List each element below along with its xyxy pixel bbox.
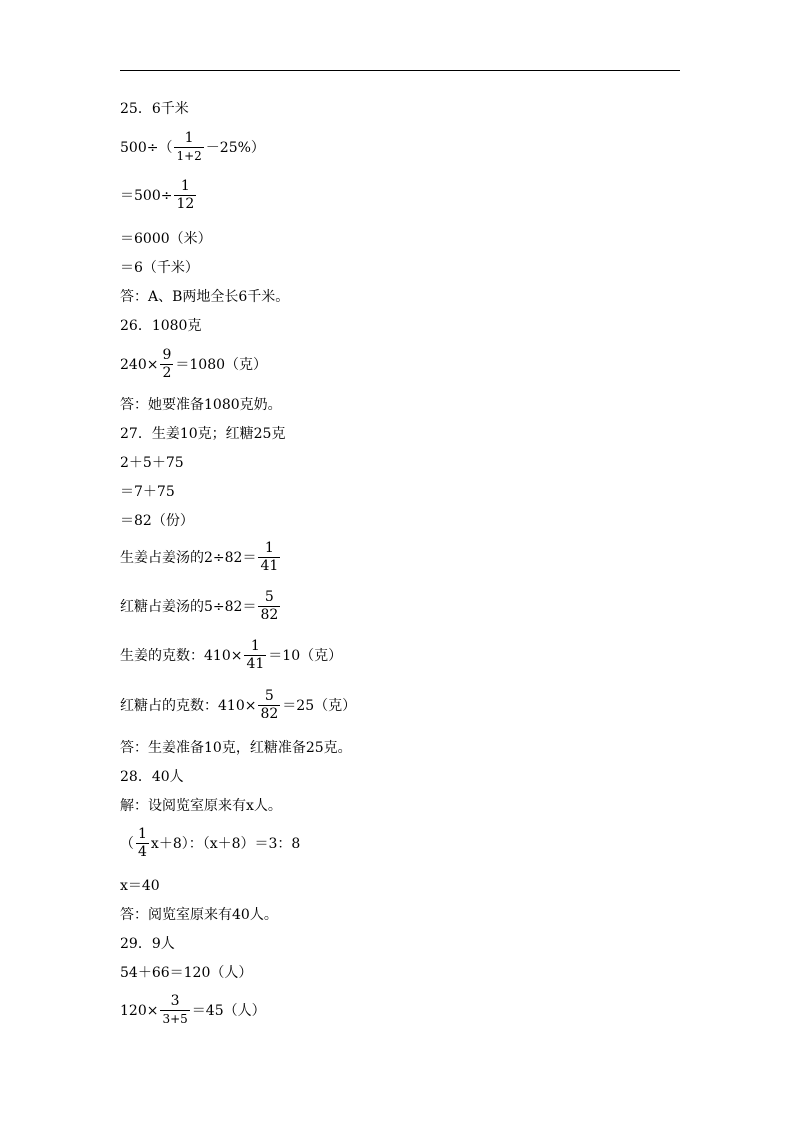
q26-heading: 26．1080克 — [120, 318, 202, 334]
q29-equation-2: 120× $\frac{3}{3+5}$ ＝45（人） — [120, 993, 266, 1026]
q25-answer: 答：A、B两地全长6千米。 — [120, 289, 290, 305]
q29-heading: 29．9人 — [120, 936, 175, 952]
fraction: $\frac{5}{82}$ — [260, 688, 279, 722]
q25-heading: 25．6千米 — [120, 101, 189, 117]
q27-answer: 答：生姜准备10克，红糖准备25克。 — [120, 740, 352, 756]
q27-equation-7: 红糖占的克数：410× $\frac{5}{82}$ ＝25（克） — [120, 688, 357, 722]
fraction: $\frac{1}{12}$ — [176, 178, 195, 212]
fraction: $\frac{1}{41}$ — [246, 638, 265, 672]
q28-equation-1: （ $\frac{1}{4}$ x＋8）：（x＋8）＝3：8 — [120, 826, 301, 860]
q29-equation-1: 54＋66＝120（人） — [120, 965, 253, 981]
q27-equation-3: ＝82（份） — [120, 513, 194, 529]
q27-heading: 27．生姜10克；红糖25克 — [120, 426, 286, 442]
q25-equation-3: ＝6000（米） — [120, 231, 212, 247]
fraction: $\frac{9}{2}$ — [162, 347, 172, 381]
fraction: $\frac{1}{4}$ — [138, 826, 147, 860]
q28-equation-2: x＝40 — [120, 878, 160, 894]
fraction: $\frac{1}{1+2}$ — [176, 130, 202, 163]
q26-answer: 答：她要准备1080克奶。 — [120, 397, 282, 413]
q25-equation-4: ＝6（千米） — [120, 260, 199, 276]
q27-equation-2: ＝7＋75 — [120, 484, 175, 500]
q28-heading: 28．40人 — [120, 769, 184, 785]
header-rule — [120, 70, 680, 71]
fraction: $\frac{3}{3+5}$ — [162, 993, 188, 1026]
fraction: $\frac{5}{82}$ — [260, 589, 279, 623]
q28-answer: 答：阅览室原来有40人。 — [120, 907, 278, 923]
q27-equation-1: 2＋5＋75 — [120, 455, 184, 471]
q27-equation-6: 生姜的克数：410× $\frac{1}{41}$ ＝10（克） — [120, 638, 343, 672]
q26-equation-1: 240× $\frac{9}{2}$ ＝1080（克） — [120, 347, 268, 381]
q25-equation-1: 500÷（ $\frac{1}{1+2}$ －25%） — [120, 130, 265, 163]
q25-equation-2: ＝500÷ $\frac{1}{12}$ — [120, 178, 195, 212]
fraction: $\frac{1}{41}$ — [260, 540, 279, 574]
q27-equation-5: 红糖占姜汤的5÷82＝ $\frac{5}{82}$ — [120, 589, 279, 623]
q28-solution: 解：设阅览室原来有x人。 — [120, 798, 282, 814]
q27-equation-4: 生姜占姜汤的2÷82＝ $\frac{1}{41}$ — [120, 540, 279, 574]
